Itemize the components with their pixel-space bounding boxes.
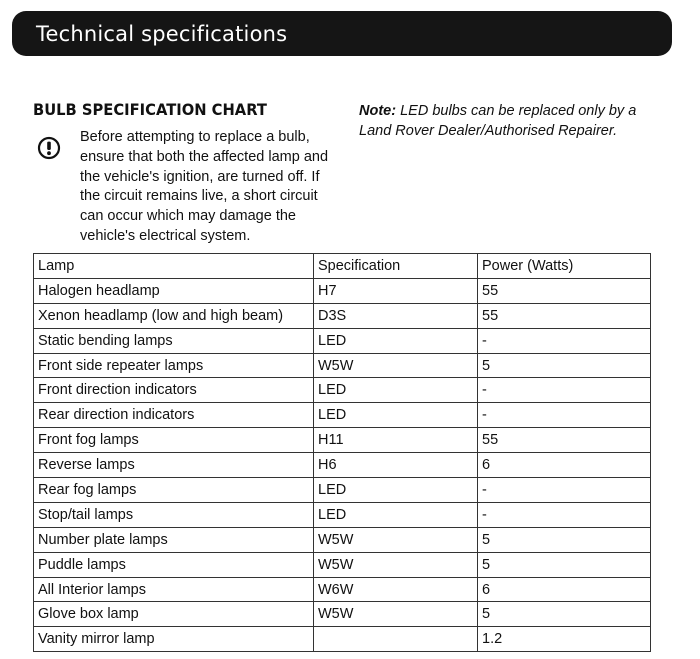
power-cell: 1.2 (478, 627, 651, 652)
specification-cell: D3S (314, 303, 478, 328)
table-row (34, 403, 651, 428)
table-row (34, 577, 651, 602)
table-row (34, 527, 651, 552)
specification-cell: LED (314, 403, 478, 428)
specification-cell: H7 (314, 278, 478, 303)
table-row (34, 353, 651, 378)
power-cell: 6 (478, 577, 651, 602)
page-title: Technical specifications (36, 21, 288, 46)
lamp-cell: Puddle lamps (34, 552, 314, 577)
lamp-cell: Xenon headlamp (low and high beam) (34, 303, 314, 328)
power-cell: 5 (478, 527, 651, 552)
column-header-specification: Specification (314, 254, 478, 279)
note-label: Note: (359, 103, 397, 119)
table-row (34, 428, 651, 453)
specification-cell: W5W (314, 353, 478, 378)
power-cell: 55 (478, 428, 651, 453)
specification-cell: H6 (314, 453, 478, 478)
section-heading: BULB SPECIFICATION CHART (33, 100, 267, 119)
lamp-cell: Front side repeater lamps (34, 353, 314, 378)
exclamation-circle-icon (37, 136, 61, 160)
power-cell: 5 (478, 552, 651, 577)
power-cell: 6 (478, 453, 651, 478)
table-row (34, 378, 651, 403)
note (359, 101, 649, 141)
lamp-cell: Static bending lamps (34, 328, 314, 353)
power-cell: 5 (478, 353, 651, 378)
table-row (34, 453, 651, 478)
lamp-cell: Front direction indicators (34, 378, 314, 403)
column-header-power: Power (Watts) (478, 254, 651, 279)
power-cell: - (478, 403, 651, 428)
lamp-cell: Reverse lamps (34, 453, 314, 478)
warning-text: Before attempting to replace a bulb, ensure that both the affected lamp and the vehicle's ignition, are turned off. If the circuit remains live, a short circuit can occur which may damage the vehicle's electrical system. (80, 129, 329, 244)
table-header-row (34, 254, 651, 279)
note-text: LED bulbs can be replaced only by a Land Rover Dealer/Authorised Repairer. (359, 103, 637, 139)
specification-cell: LED (314, 502, 478, 527)
power-cell: 5 (478, 602, 651, 627)
power-cell: - (478, 502, 651, 527)
lamp-cell: Stop/tail lamps (34, 502, 314, 527)
lamp-cell: Glove box lamp (34, 602, 314, 627)
lamp-cell: Rear fog lamps (34, 478, 314, 503)
table-row (34, 303, 651, 328)
table-row (34, 627, 651, 652)
specification-cell: W5W (314, 527, 478, 552)
specification-cell: LED (314, 378, 478, 403)
lamp-cell: Number plate lamps (34, 527, 314, 552)
power-cell: - (478, 478, 651, 503)
specification-cell: LED (314, 478, 478, 503)
lamp-cell: Vanity mirror lamp (34, 627, 314, 652)
specification-cell: H11 (314, 428, 478, 453)
bulb-specification-table (33, 253, 651, 652)
specification-cell: LED (314, 328, 478, 353)
specification-cell (314, 627, 478, 652)
lamp-cell: Halogen headlamp (34, 278, 314, 303)
table-row (34, 278, 651, 303)
power-cell: - (478, 378, 651, 403)
power-cell: - (478, 328, 651, 353)
specification-cell: W6W (314, 577, 478, 602)
header-bar (12, 11, 672, 56)
specification-cell: W5W (314, 602, 478, 627)
lamp-cell: All Interior lamps (34, 577, 314, 602)
column-header-lamp: Lamp (34, 254, 314, 279)
specification-cell: W5W (314, 552, 478, 577)
table-row (34, 502, 651, 527)
lamp-cell: Front fog lamps (34, 428, 314, 453)
table-row (34, 478, 651, 503)
table-row (34, 328, 651, 353)
power-cell: 55 (478, 278, 651, 303)
power-cell: 55 (478, 303, 651, 328)
lamp-cell: Rear direction indicators (34, 403, 314, 428)
table-row (34, 602, 651, 627)
table-row (34, 552, 651, 577)
